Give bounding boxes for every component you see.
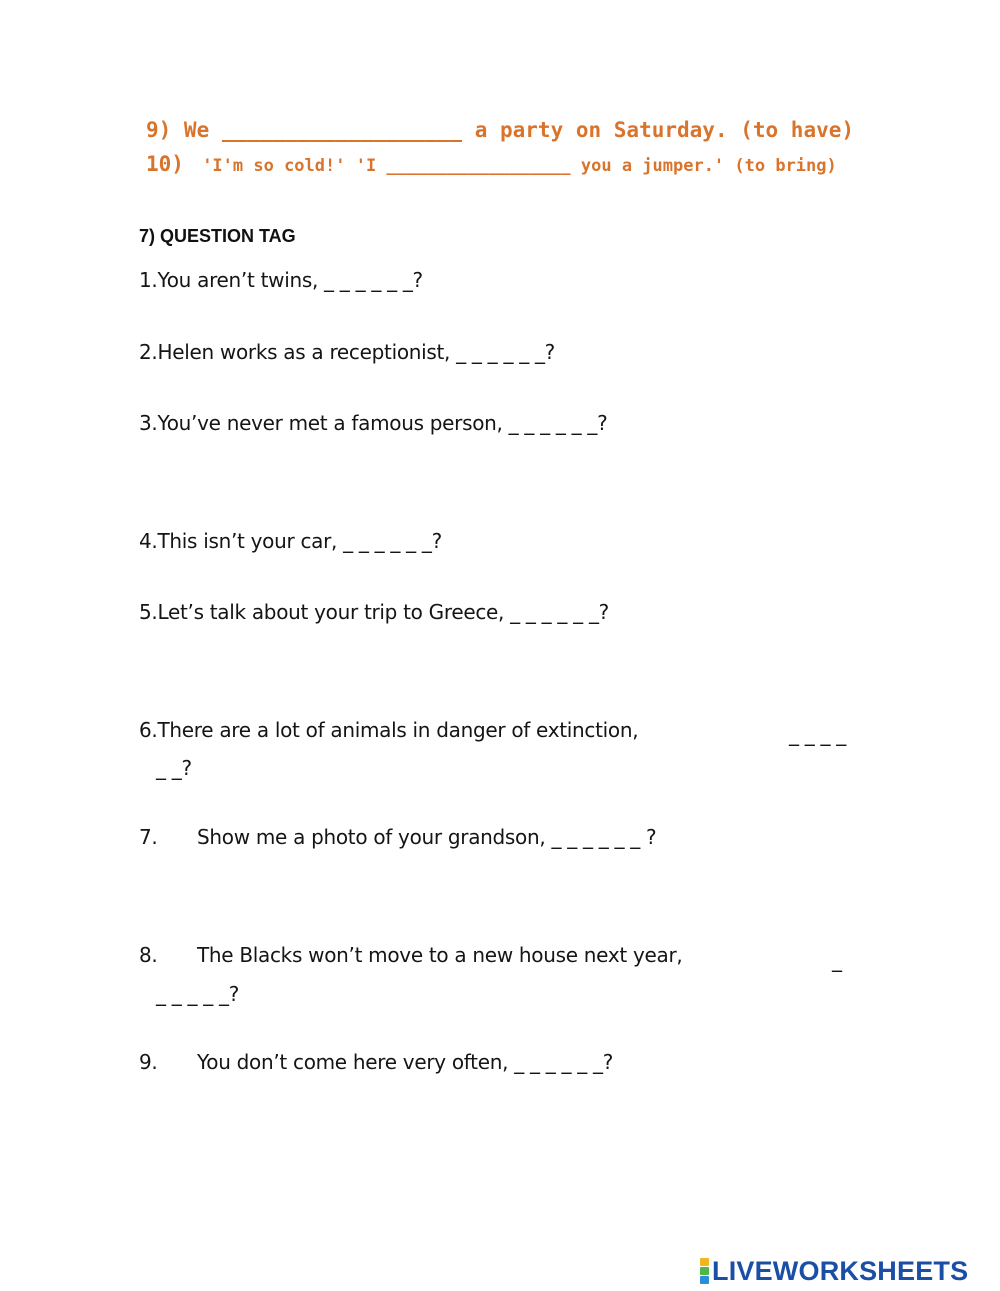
- question-7-number: 7.: [139, 825, 158, 849]
- question-8-blank-b: _ _ _ _ _?: [156, 982, 240, 1006]
- question-9-text: You don’t come here very often, _ _ _ _ _ _?: [197, 1050, 614, 1074]
- question-6-blank-b: _ _?: [156, 756, 192, 780]
- question-9-number: 9.: [139, 1050, 158, 1074]
- exercise-line-9: 9) We ___________________ a party on Saturday. (to have): [146, 118, 855, 142]
- logo-text: LIVEWORKSHEETS: [712, 1255, 969, 1286]
- question-3: 3.You’ve never met a famous person, _ _ _ _ _ _?: [139, 411, 608, 435]
- section-heading: 7) QUESTION TAG: [139, 226, 296, 246]
- liveworksheets-logo-icon: [700, 1258, 709, 1284]
- exercise-line-10-text: 'I'm so cold!' 'I __________________ you a jumper.' (to bring): [202, 156, 837, 176]
- question-8-text: The Blacks won’t move to a new house next year,: [197, 943, 683, 967]
- question-6-blank-a: _ _ _ _: [789, 722, 846, 746]
- question-8: [139, 943, 682, 967]
- question-7-text: Show me a photo of your grandson, _ _ _ _ _ _ ?: [197, 825, 657, 849]
- exercise-line-10: [146, 152, 837, 176]
- question-7: [139, 825, 656, 849]
- question-1: 1.You aren’t twins, _ _ _ _ _ _?: [139, 268, 423, 292]
- liveworksheets-logo[interactable]: [700, 1256, 968, 1286]
- question-8-number: 8.: [139, 943, 158, 967]
- question-9: [139, 1050, 613, 1074]
- exercise-line-10-number: 10): [146, 152, 184, 176]
- question-5: 5.Let’s talk about your trip to Greece, _ _ _ _ _ _?: [139, 600, 609, 624]
- question-6: 6.There are a lot of animals in danger of extinction,: [139, 718, 639, 742]
- question-2: 2.Helen works as a receptionist, _ _ _ _ _ _?: [139, 340, 555, 364]
- question-8-blank-a: _: [832, 948, 842, 972]
- question-4: 4.This isn’t your car, _ _ _ _ _ _?: [139, 529, 442, 553]
